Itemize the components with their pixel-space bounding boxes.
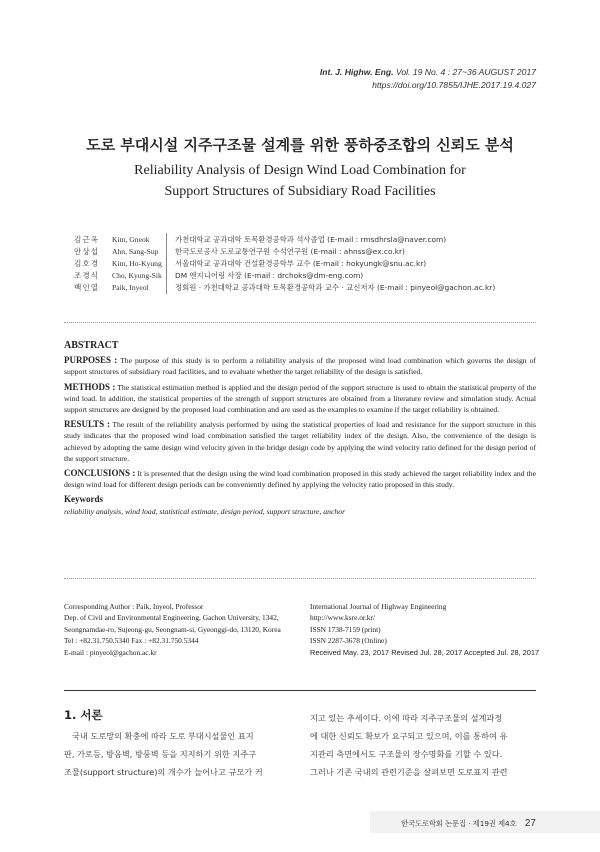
- author-phone: Tel : +82.31.750.5340 Fax : +82.31.750.5344: [64, 636, 199, 646]
- author-row: [74, 245, 544, 257]
- author-name-ko: 안상섭: [74, 246, 100, 256]
- divider: [166, 282, 167, 294]
- footer-journal: 한국도로학회 논문집 · 제19권 제4호: [401, 819, 517, 828]
- abstract-heading: ABSTRACT: [64, 340, 119, 351]
- author-email[interactable]: E-mail : pinyeol@gachon.ac.kr: [64, 647, 157, 657]
- author-department: Dep. of Civil and Environmental Engineering, Gachon University, 1342,: [64, 613, 279, 623]
- methods-text: The statistical estimation method is applied and the design period of the support structure is used to obtain the statistical property of the wind load. In addition, the statistical properties of the strength of support structures are obtained from a literature review and simulation study. Actual support structures are designed by the proposed load combination and are used as the examples to examine if the target reliability is obtained.: [64, 382, 536, 415]
- abstract-purposes: [64, 355, 536, 377]
- journal-name: International Journal of Highway Engineering: [310, 602, 447, 611]
- author-name-en: Kim, Ho-Kyung: [112, 258, 162, 268]
- title-english-line2: Support Structures of Subsidiary Road Facilities: [164, 184, 436, 199]
- author-name-en: Paik, Inyeol: [112, 283, 149, 293]
- body-line: 조물(support structure)의 개수가 늘어나고 규모가 커: [64, 767, 263, 777]
- issn-online: ISSN 2287-3678 (Online): [310, 636, 387, 646]
- author-row: [74, 270, 544, 282]
- doi-link[interactable]: https://doi.org/10.7855/IJHE.2017.19.4.027: [372, 80, 536, 90]
- journal-volume: Vol. 19 No. 4 : 27~36 AUGUST 2017: [395, 67, 536, 77]
- author-affiliation: 서울대학교 공과대학 건설환경공학부 교수 (E-mail : hokyungk@snu.ac.kr): [175, 258, 427, 268]
- received-dates: Received May. 23, 2017 Revised Jul. 28, 2017 Accepted Jul. 28, 2017: [310, 647, 540, 657]
- journal-url[interactable]: http://www.ksre.or.kr/: [310, 613, 376, 623]
- divider: [166, 270, 167, 282]
- abstract-results: [64, 419, 536, 464]
- journal-citation: [320, 67, 536, 77]
- author-affiliation: 한국도로공사 도로교통연구원 수석연구원 (E-mail : ahnss@ex.co.kr): [175, 246, 405, 256]
- body-line: 그러나 기존 국내의 관련기준을 살펴보면 도로표지 관련: [310, 767, 508, 777]
- body-line: 지고 있는 추세이다. 이에 따라 지주구조물의 설계과정: [310, 713, 503, 723]
- issn-print: ISSN 1738-7159 (print): [310, 624, 381, 634]
- section-heading: 1. 서론: [64, 708, 103, 722]
- body-line: 국내 도로망의 확충에 따라 도로 부대시설물인 표지: [72, 731, 254, 741]
- author-list: [74, 233, 544, 294]
- purposes-label: PURPOSES :: [64, 355, 118, 366]
- corresponding-author: Corresponding Author : Paik, Inyeol, Professor: [64, 602, 204, 611]
- title-korean: 도로 부대시설 지주구조물 설계를 위한 풍하중조합의 신뢰도 분석: [86, 136, 514, 154]
- abstract: [64, 340, 536, 517]
- author-affiliation: 가천대학교 공과대학 토목환경공학과 석사졸업 (E-mail : rmsdhrsla@naver.com): [175, 234, 447, 244]
- body-line: 에 대한 신뢰도 확보가 요구되고 있으며, 이를 통하여 유: [310, 731, 508, 741]
- author-name-ko: 조경식: [74, 271, 100, 281]
- author-affiliation: DM 엔지니어링 사장 (E-mail : drchoks@dm-eng.com): [175, 271, 364, 281]
- conclusions-text: It is presented that the design using the wind load combination proposed in this study achieved the target reliability index and the design wind load for different design periods can be conveniently defined by applying the velocity ratio proposed in this study.: [64, 469, 537, 490]
- body-column-left: [64, 727, 290, 781]
- methods-label: METHODS :: [64, 381, 116, 392]
- author-row: [74, 233, 544, 245]
- results-label: RESULTS :: [64, 419, 111, 430]
- journal-abbr: Int. J. Highw. Eng.: [319, 67, 394, 77]
- body-line: 지관리 측면에서도 구조물의 장수명화를 기할 수 있다.: [310, 749, 503, 759]
- conclusions-label: CONCLUSIONS :: [64, 468, 136, 479]
- author-address: Seongnamdae-ro, Sujeong-gu, Seongnam-si, Gyeonggi-do, 13120, Korea: [64, 624, 281, 634]
- author-name-en: Kim, Gneok: [112, 234, 150, 244]
- dotted-divider: [64, 578, 536, 579]
- keywords-list: reliability analysis, wind load, statistical estimate, design period, support structure, anchor: [64, 506, 346, 516]
- keywords-heading: Keywords: [64, 494, 103, 505]
- page-footer: [401, 818, 536, 829]
- divider: [166, 233, 167, 245]
- page-number: 27: [524, 818, 536, 829]
- author-name-ko: 김근옥: [74, 234, 100, 244]
- abstract-methods: [64, 382, 536, 416]
- body-line: 판, 가로등, 방음벽, 방풍벽 등을 지지하기 위한 지주구: [64, 749, 257, 759]
- author-name-ko: 백인열: [74, 283, 100, 293]
- divider: [166, 257, 167, 269]
- divider: [166, 245, 167, 257]
- author-row: [74, 282, 544, 294]
- author-affiliation: 정회원 · 가천대학교 공과대학 토목환경공학과 교수 · 교신저자 (E-mail : pinyeol@gachon.ac.kr): [175, 283, 496, 293]
- journal-info-block: [310, 601, 539, 658]
- title-english-line1: Reliability Analysis of Design Wind Load Combination for: [134, 163, 466, 178]
- author-row: [74, 257, 544, 269]
- author-name-en: Cho, Kyung-Sik: [112, 271, 162, 281]
- author-name-en: Ahn, Sang-Sup: [112, 246, 159, 256]
- section-rule: [64, 690, 536, 691]
- abstract-conclusions: [64, 468, 536, 490]
- body-column-right: [310, 709, 536, 781]
- purposes-text: The purpose of this study is to perform a reliability analysis of the proposed wind load combination which governs the design of support structures of subsidiary road facilities, and to evaluate whether the target reliability of the design is satisfied.: [64, 356, 536, 377]
- results-text: The result of the reliability analysis performed by using the statistical properties of load and resistance for the support structure in this study indicates that the proposed wind load combination satisfied the target reliability index of the design. Also, the convenience of the design is achieved by adopting the same design wind velocity given in the bridge design code by applying the wind velocity ratio defined for the design period of the support structure.: [64, 420, 536, 463]
- dotted-divider: [64, 322, 536, 323]
- corresponding-author-block: [64, 601, 281, 658]
- author-name-ko: 김호경: [74, 258, 100, 268]
